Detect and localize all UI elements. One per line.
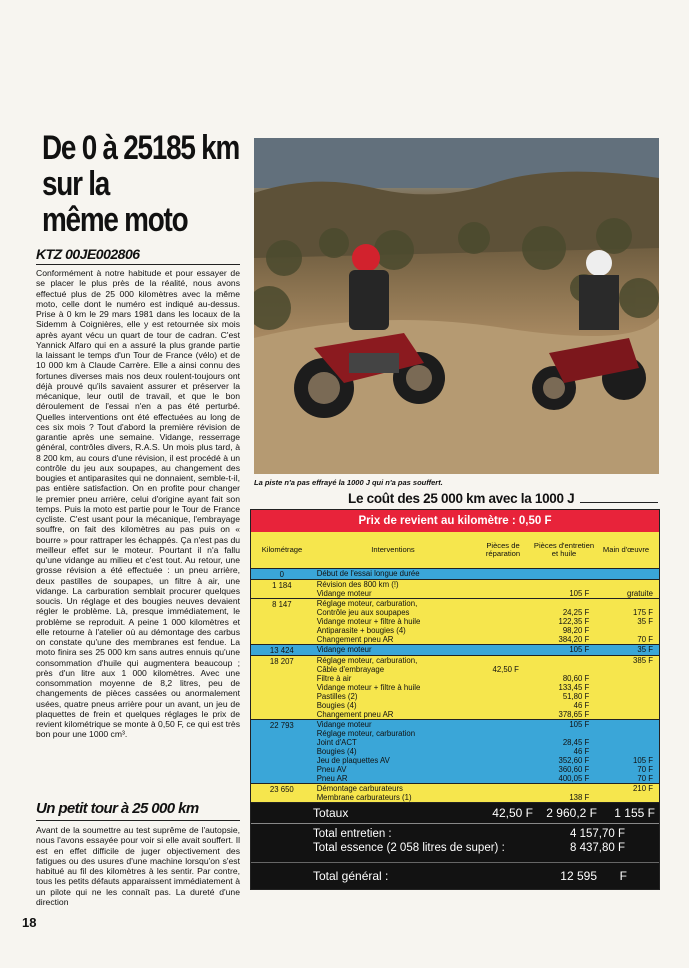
summary-label: Total entretien : [313,828,392,840]
cell-interventions-line: Réglage moteur, carburation, [316,656,418,665]
cell-labour-line [597,738,653,747]
cell-maintenance-line [536,729,590,738]
cell-interventions-line: Changement pneu AR [316,635,394,644]
cell-maintenance [536,580,598,598]
cell-maintenance-line: 46 F [573,701,590,710]
cell-repair-line [476,635,536,644]
cell-repair [476,720,536,783]
cell-interventions-line: Pneu AV [316,765,347,774]
cell-maintenance-line: 105 F [569,720,590,729]
cell-labour-line: 105 F [633,756,653,765]
cell-repair-line [476,701,536,710]
table-row [251,720,659,784]
cell-interventions-line: Bougies (4) [316,701,357,710]
cell-labour [597,720,659,783]
cell-labour-line [597,674,653,683]
cell-interventions-line: Vidange moteur + filtre à huile [316,683,421,692]
cell-maintenance-line: 46 F [573,747,590,756]
cell-interventions-line: Révision des 800 km (!) [316,580,399,589]
cell-labour-line [597,747,653,756]
table-row [251,784,659,803]
cell-repair-line [476,617,536,626]
cell-interventions [313,645,476,655]
cell-repair-line [476,765,536,774]
cell-labour-line [597,701,653,710]
cell-repair-line [476,793,536,802]
cell-maintenance-line: 400,05 F [558,774,590,783]
cell-repair-line [476,774,536,783]
cell-repair-line [476,729,536,738]
table-row [251,580,659,599]
cell-labour [597,645,659,655]
page-headline [42,129,240,239]
table-row [251,569,659,580]
cell-repair [476,569,536,579]
section-rule [36,820,240,821]
article-body-1: Conformément à notre habitude et pour essayer de se placer le plus près de la réalité, nous avons effectué plus de 25 000 kilomètres avec la même moto, celle dont le numéro est indiqué au-dessus. Prise à 0 km le 29 mars 1981 dans les locaux de la Sidemm à Coignières, elle y est retournée six mois après ayant vécu un quart de tour de cadran. C'est Yannick Alfaro qui en a assuré la plus grande partie la laissant le temps d'un Tour de France (vélo) et de 10 000 km à Claude Carrère. Elle a ainsi connu des fortunes diverses mais nos deux roulent-toujours ont déjà prouvé qu'ils savaient assurer et préserver la mécanique, leur outil de travail, et que le bon déroulement de l'essai n'en a pas été perturbé. Quelles interventions ont été effectuées au long de ces six mois ? Tout d'abord la première révision de garantie après une semaine. Vidange, resserrage général, contrôles divers, R.A.S. Un mois plus tard, à 8 200 km, au cours d'une révision, il est procédé à un contrôle du jeu aux soupapes, au changement des bougies et antiparasites qui ne donnaient, semble-t-il, pas entière satisfaction. On en profite pour changer le premier pneu arrière, celui d'origine ayant fait son temps. Puis la moto est partie pour le Tour de France cycliste. C'est usant pour la mécanique, l'embrayage souffre, on fait des kilomètres au pas puis on « bourre » pour rattraper les échappés. Ça n'est pas du meilleur effet sur le moteur. Pourtant il n'a fallu qu'une vidange au milieu et c'est tout. Au retour, une grosse révision a été effectuée : un pneu arrière, deux pastilles de soupapes, un filtre à air, une vidange. La carburation semblait procurer quelques soucis. Un réglage et des bougies neuves devaient régler le problème. Là, presque immédiatement, le problème se reproduit. A peine 1 000 kilomètres et elle retourne à l'atelier où au démontage des carbus on constate qu'une des membranes est fendue. La moto finira ses 25 000 km sans autres ennuis qu'une consommation d'huile qui augmentera beaucoup ; près d'un litre aux 1 000 kilomètres. Avec une consommation moyenne de 8,2 litres, peu de changements de pièces cassées ou anormalement usées, quatre pneus arrière pour un avant, un jeu de plaquettes de frein et quelques réglages le prix de revient kilométrique se monte à 0,50 F, ce qui est très bon pour une 1000 cm³. [36,268,240,740]
motorcycle-photo [254,138,659,474]
cell-interventions [313,569,476,579]
cell-repair-line [476,608,536,617]
cell-repair [476,580,536,598]
cell-interventions-line: Pastilles (2) [316,692,358,701]
cell-labour-line: 70 F [637,765,653,774]
cell-labour-line [597,683,653,692]
cell-labour [597,580,659,598]
cell-labour-line [597,580,653,589]
cell-labour-line [597,720,653,729]
cell-labour-line [597,793,653,802]
cell-maintenance-line [536,656,590,665]
cell-interventions-line: Vidange moteur [316,589,372,598]
cell-interventions-line: Contrôle jeu aux soupapes [316,608,410,617]
grand-total-label: Total général : [313,869,389,883]
cell-maintenance [536,784,598,802]
table-row [251,656,659,720]
table-row [251,645,659,656]
column-header-km: Kilométrage [261,544,303,554]
cell-interventions-line: Bougies (4) [316,747,357,756]
cell-interventions-line: Filtre à air [316,674,352,683]
cell-repair [476,784,536,802]
cell-interventions [313,599,476,644]
table-row [251,599,659,645]
cell-maintenance-line: 80,60 F [562,674,590,683]
cell-labour [597,656,659,719]
grand-total-unit: F [619,869,627,883]
cell-repair-line [476,589,536,598]
cell-interventions-line: Réglage moteur, carburation [316,729,416,738]
column-header-labour: Main d'œuvre [602,544,650,554]
headline-line-3: même moto [42,201,188,239]
summary-line-fuel [251,842,659,856]
cell-repair-line [476,784,536,793]
totals-row [251,803,659,824]
cell-maintenance-line: 378,65 F [558,710,590,719]
cell-repair-line [476,692,536,701]
subtitle-rule [36,264,240,265]
grand-total-row [251,862,659,889]
cell-km: 22 793 [269,721,294,730]
cell-maintenance-line: 138 F [569,793,590,802]
cell-repair-line [476,674,536,683]
cost-per-km-band: Prix de revient au kilomètre : 0,50 F [251,510,659,532]
cell-repair-line [476,569,536,578]
cell-maintenance-line: 384,20 F [558,635,590,644]
cell-km: 0 [279,570,285,579]
cell-repair-line [476,710,536,719]
cell-maintenance [536,720,598,783]
cell-repair-line [476,747,536,756]
column-header-maintenance-parts: Pièces d'entretien et huile [533,540,595,558]
cell-maintenance-line: 105 F [569,589,590,598]
cell-km: 23 650 [269,785,294,794]
cell-interventions-line: Début de l'essai longue durée [316,569,420,578]
summary-value: 4 157,70 F [570,828,625,840]
cell-interventions [313,784,476,802]
cell-labour-line [597,692,653,701]
table-header-row [251,532,659,569]
cell-repair-line: 42,50 F [492,665,519,674]
cell-labour-line [597,569,653,578]
cell-maintenance-line [536,580,590,589]
cell-repair-line [476,626,536,635]
cell-interventions [313,580,476,598]
cell-maintenance [536,645,598,655]
cell-interventions-line: Jeu de plaquettes AV [316,756,390,765]
photo-illustration [254,138,659,474]
cell-labour-line: gratuite [626,589,653,598]
cell-labour-line [597,710,653,719]
cell-labour [597,599,659,644]
cell-labour [597,569,659,579]
cell-labour-line: 35 F [637,645,653,654]
cell-labour-line: 35 F [637,617,653,626]
cell-interventions [313,720,476,783]
cell-labour-line [597,626,653,635]
cell-labour [597,784,659,802]
cell-interventions-line: Vidange moteur [316,720,372,729]
cell-interventions-line: Antiparasite + bougies (4) [316,626,406,635]
cell-interventions [313,656,476,719]
cell-maintenance-line: 24,25 F [562,608,590,617]
cell-repair-line [476,720,536,729]
section-heading: Un petit tour à 25 000 km [36,800,199,817]
cell-maintenance-line: 122,35 F [558,617,590,626]
cell-km: 8 147 [272,600,292,609]
totals-repair: 42,50 F [492,806,533,820]
cell-maintenance-line: 133,45 F [558,683,590,692]
cell-maintenance-line [536,665,590,674]
table-body [251,569,659,803]
totals-labour: 1 155 F [614,806,655,820]
cell-interventions-line: Démontage carburateurs [316,784,403,793]
cell-km: 13 424 [269,646,294,655]
cell-maintenance-line [536,569,590,578]
cell-km: 18 207 [269,657,294,666]
cell-labour-line: 70 F [637,635,653,644]
cell-maintenance-line [536,599,590,608]
cell-repair-line [476,599,536,608]
cell-maintenance-line: 352,60 F [558,756,590,765]
cell-km: 1 184 [272,581,292,590]
cell-repair [476,645,536,655]
cell-maintenance-line: 360,60 F [558,765,590,774]
cell-maintenance-line: 28,45 F [562,738,590,747]
summary-block [251,824,659,862]
cell-maintenance [536,656,598,719]
cell-maintenance-line: 98,20 F [562,626,590,635]
cell-labour-line: 385 F [633,656,653,665]
cell-interventions-line: Changement pneu AR [316,710,394,719]
cell-labour-line: 70 F [637,774,653,783]
cell-repair-line [476,580,536,589]
summary-value: 8 437,80 F [570,842,625,854]
cell-maintenance-line: 105 F [569,645,590,654]
cell-labour-line [597,599,653,608]
cell-repair [476,656,536,719]
summary-label: Total essence (2 058 litres de super) : [313,842,505,854]
cell-repair-line [476,656,536,665]
cell-labour-line [597,729,653,738]
cell-interventions-line: Pneu AR [316,774,348,783]
cell-labour-line: 175 F [633,608,653,617]
cell-repair-line [476,738,536,747]
cell-interventions-line: Vidange moteur [316,645,372,654]
cell-repair-line [476,756,536,765]
cell-interventions-line: Câble d'embrayage [316,665,385,674]
cell-repair-line [476,645,536,654]
article-subtitle: KTZ 00JE002806 [36,246,140,262]
cell-maintenance [536,599,598,644]
cell-maintenance-line: 51,80 F [562,692,590,701]
column-header-repair-parts: Pièces de réparation [485,540,521,558]
table-title: Le coût des 25 000 km avec la 1000 J [348,491,575,506]
cell-labour-line [597,665,653,674]
headline-line-1: De 0 à 25185 km [42,129,240,167]
article-body-2: Avant de la soumettre au test suprême de l'autopsie, nous l'avons essayée pour voir si elle avait souffert. Il est en effet difficile de juger objectivement des fatigues ou des usures d'une machine lorsqu'on s'est habitué au fil des kilomètres à les sentir. Par contre, tous les petits défauts apparaissent immédiatement à un pilote qui ne les connaît pas. La dureté d'une direction [36,825,240,907]
cost-table [250,509,660,890]
cell-repair-line [476,683,536,692]
totals-maintenance: 2 960,2 F [546,806,597,820]
summary-line-maintenance [251,828,659,842]
cell-labour-line: 210 F [633,784,653,793]
totals-label: Totaux [313,806,349,820]
table-title-rule [580,502,658,503]
cell-interventions-line: Membrane carburateurs (1) [316,793,412,802]
cell-interventions-line: Joint d'ACT [316,738,357,747]
headline-line-2: sur la [42,165,110,203]
cell-interventions-line: Vidange moteur + filtre à huile [316,617,421,626]
cell-maintenance [536,569,598,579]
cell-maintenance-line [536,784,590,793]
column-header-interventions: Interventions [371,544,415,554]
page-number: 18 [22,915,37,930]
photo-caption: La piste n'a pas effrayé la 1000 J qui n'a pas souffert. [254,478,443,487]
grand-total-value: 12 595 [560,869,597,883]
cell-interventions-line: Réglage moteur, carburation, [316,599,418,608]
cell-repair [476,599,536,644]
